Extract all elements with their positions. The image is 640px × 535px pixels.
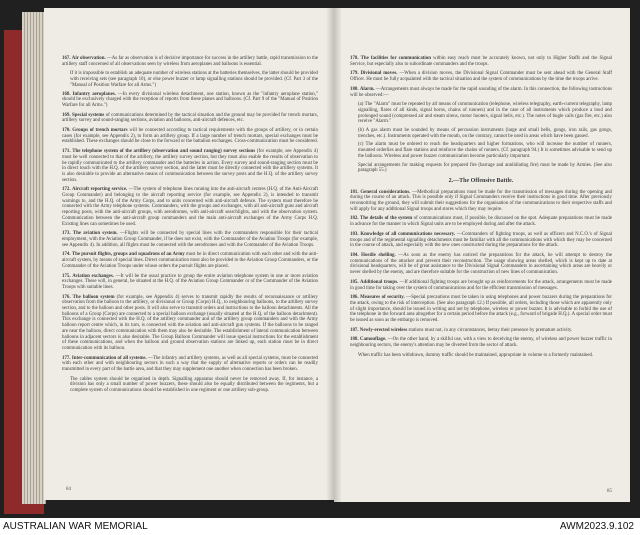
paragraph [350,71,612,82]
paragraph-number: 167. [62,56,71,61]
paragraph-body: of communications must, if possible, be discussed on the spot. Adequate preparations must be made in advance for the manner in which Signal units are to be employed during and after the attack. [350,216,612,228]
paragraph-body: of communications determined by the tactical situation and the ground may be provided for trench mortars, artillery survey and sound-ranging sections, aviation and balloons, anti-aircraft defences, etc. [62,112,318,124]
paragraph [350,87,612,98]
paragraph [62,187,318,227]
paragraph-title: Camouflage. [359,337,387,343]
paragraph [350,280,612,291]
paragraph-number: 183. [350,231,359,237]
paragraph-title: Newly-erected wireless [359,327,408,333]
paragraph-title: The balloon system [72,294,115,300]
paragraph-body: —As far as observation is of decisive importance for success in the artillery battle, rapid transmission to the artillery staff concerned of all observations seen by wireless from aeroplanes and balloons is essential. [62,56,318,67]
paragraph-number: 169. [62,112,71,118]
sub-paragraph [358,128,612,139]
paragraph-title: Special systems [71,112,105,118]
paragraph-number: 184. [350,252,359,258]
paragraph-title: The telephone system of the artillery (observation and sound ranging) survey sections [72,149,256,155]
paragraph [62,274,318,291]
paragraph-body: —Methodical preparations must be made for the transmission of messages during the opening and during the course of an attack. This is possible only if Signal Commanders receive their instructions in good time. After previously reconnoitring the ground, they will submit their suggestions for the organisation of the communications to their respective staffs and will apply for any additional Signal troops and stores which they may require. [350,189,612,212]
paragraph-number: 175. [62,273,71,279]
book-gutter [326,8,342,502]
right-page-number: 85 [607,489,612,494]
paragraph [62,149,318,183]
sub-paragraph [70,71,318,88]
paragraph-body: —If additional fighting troops are brought up as reinforcements for the attack, arrangements must be made in good time for taking over the system of communications and for the efficient transmission of messages. [350,279,612,291]
paragraph [62,92,318,109]
paragraph [350,232,612,249]
paragraph-number: 188. [350,337,359,343]
paragraph-number: 181. [350,189,359,195]
paragraph [62,56,318,67]
paragraph-body: —Commanders of fighting troops, as well as officers and N.C.O.'s of Signal troops and of the regimental signalling detachments must be familiar with all the communications with which they may be concerned in the course of attack, and especially with the new ones constructed during the preparations for the attack. [350,231,612,249]
right-page [334,8,630,502]
paragraph-number: 170. [62,128,71,134]
paragraph [350,253,612,276]
paragraph-number: 177. [62,355,71,361]
paragraph-body: must be in direct communication with each other and with the anti-aircraft system, by means of special lines. Direct communication must also be provided to the Aviation Group Commanders, or the Commander of the Aviation Troops under whose orders the pursuit flights are placed. [62,252,318,269]
paragraph-number: 180. [350,86,359,92]
left-page-number: 84 [66,487,71,492]
paragraph [62,128,318,145]
paragraph-number: 173. [62,231,71,237]
paragraph-title: The details of the system [360,216,413,222]
paragraph-body: (b) A gas alarm must be sounded by means of percussion instruments (large and small bells, gongs, iron rails, gas gongs, trenches, etc.). Instruments operated with the mouth, on the contrary, cannot be used in areas which have been gassed. [358,128,612,139]
sub-paragraph [358,102,612,125]
paragraph-title: General considerations. [360,189,411,195]
paragraph-number: 168. [62,91,71,97]
paragraph-body: When traffic has been withdrawn, dummy traffic should be maintained, appropriate in volume to a formerly maintained. [358,352,594,358]
left-page-text [62,56,318,397]
paragraph-body: —As soon as the enemy has noticed the preparations for the attack, he will attempt to destroy the communications of the attacker and prevent their reconstruction. The usage showing areas shelled, which is kept up to date at divisional headquarters, will be of great assistance to the Divisional Signal Commanders in ascertaining which areas are heavily or never shelled by the enemy, and are therefore suitable for the construction of new lines of communication. [350,252,612,276]
page-stack-edges [22,12,46,504]
paragraph-title: Alarm. [359,86,375,92]
paragraph-number: 171. [62,149,71,155]
paragraph-body: —When a division moves, the Divisional Signal Commander must be sent ahead with the General Staff Officer. He must be fully acquainted with the tactical situation and the system of communications by the time the troops arrive. [350,71,612,83]
paragraph-title: Aircraft reporting service. [72,187,128,193]
paragraph-body: (for example, see Appendix 4) serves to transmit rapidly the results of reconnaissance or artillery observation from the balloon to the artillery, or divisional or Group (Corps) H.Q., to neighbouring balloons, to the artillery survey section, and to the balloon and other posts. It will also serve to transmit orders and instructions to the balloon detachments. All the balloons of a Group (Corps) are connected to a special balloon exchange (usually situated at the H.Q. of the balloon detachment). This exchange is connected with the H.Q. of the artillery commander and of the artillery group commanders and with the Army balloon report centre which, in its turn, is connected with the aviation and anti-aircraft gun systems. If the balloons to be ranged are near the balloon, direct communication with them may also be desirable. The establishment of lateral communication between balloons in adjacent sectors is also desirable. The Group Balloon Commander will issue special instructions for the establishment of these communications, and when the balloon and ground observation stations are linked up, each station must be in direct communication with its balloon. [62,294,318,351]
paragraph-body: —Flights will be connected by special lines with the commanders responsible for their tactical employment, with the Aviation Group Commander, if he does not exist, with the Commander of the Aviation Troops (for example, see Appendix 4). In addition, all flights must be connected with the aerodromes and with the Commander of the Aviation Troops. [62,231,319,248]
caption-bar [0,518,640,535]
sub-paragraph [358,142,612,159]
paragraph-title: Knowledge of all communications necessary. [360,231,456,237]
paragraph-body: —On the other hand, by a skilful use, with a view to deceiving the enemy, of wireless and power buzzer traffic in neighbouring sectors, the enemy's attention may be diverted from the sector of attack. [350,337,612,349]
paragraph [62,252,318,269]
paragraph-body: —Arrangements must always be made for the rapid sounding of the alarm. In this connection, the following instructions will be observed:— [350,86,612,98]
paragraph-body: —The infantry and artillery systems, as well as all special systems, must be connected with each other and with neighbouring sectors in such a way that the supply of alternative reports or orders can be readily transmitted in every part of the battle area, and that they may supplement one another when connection has been broken. [62,355,318,373]
paragraph-body: —The system of telephone lines running into the anti-aircraft centres (H.Q. of the Anti-Aircraft Group Commander) and belonging to the aircraft reporting service (for example, see Appendix 2), is intended to transmit warnings to, and the H.Q. of the Army Corps, and to units concerned with anti-aircraft defence. The system must therefore be connected with the Army telephone systems. Commanders, with the groups and exchanges, with all anti-aircraft guns and aircraft reporting posts, with the anti-aircraft groups, with aerodromes, with anti-aircraft searchlights, and with the observation system. Communication between the anti-aircraft group commanders and the main anti-aircraft exchanges of the Army Corps H.Q. Existing lines can sometimes be used. [62,187,318,227]
paragraph [350,295,612,324]
footer-accession-number: AWM2023.9.102 [559,521,634,532]
paragraph [350,216,612,227]
paragraph-title: Groups of trench mortars [72,128,128,134]
paragraph-number: 178. [350,56,359,61]
sub-paragraph [70,377,318,394]
paragraph-body: (a) The "Alarm" must be repeated by all means of communication (telephone, wireless telegraphy, earth-current telegraphy, lamp signalling, flares of all kinds, signal horns, chains of runners) and in the case of all instruments which produce a loud and prolonged sound (compressed air and steam sirens, motor hooters, signal bells, etc.). The notes of bugle calls (gas fire, etc.) also receive "Alarm." [358,102,612,125]
paragraph-title: Infantry aeroplanes. [72,91,116,97]
paragraph-number: 185. [350,279,359,285]
footer-institution: AUSTRALIAN WAR MEMORIAL [3,521,148,532]
paragraph-number: 174. [62,252,71,258]
paragraph-body: (c) The alarm must be ordered to reach the headquarters and higher formations, who will increase the number of runners, mounted orderlies and flare stations and reinforce the chains of runners. (Cf. paragraph 94.) It is sometimes advisable to send up the balloons. Wireless and power buzzer communication become particularly important. [358,142,612,159]
paragraph-body: Special arrangements for making requests for prepared fire (barrage and annihilating fire) must be made by Armies. (See also paragraph 55.) [358,162,612,174]
paragraph-title: The facilities for communication [360,56,431,61]
paragraph-body: The cables system should be organised in depth. Signalling apparatus should never be removed away. If, for instance, a division has only a small number of power buzzers, these should also be equally distributed between the regiments, but a complete system of communications should be established in one regiment or one artillery sub-group. [70,376,318,394]
paragraph-body: —It will be the usual practice to group the entire aviation telephone system in one or more aviation exchanges. These will, in general, be situated at the H.Q. of the Aviation Group Commander or of the Commander of the Aviation Troops with suitable lines. [62,273,318,290]
paragraph [62,356,318,373]
paragraph-title: Divisional moves. [360,71,398,77]
paragraph [350,56,612,67]
paragraph-body: within easy reach must be accurately known, not only to Higher Staffs and the Signal Service, but especially also to subordinate commanders and the troops. [350,56,612,67]
paragraph-body: stations must not, in any circumstances, betray their presence by premature activity. [408,327,573,333]
paragraph-number: 172. [62,187,71,193]
paragraph-title: Inter-communication of all systems. [71,355,147,361]
paragraph-body: —In every divisional wireless detachment, one station, known as the "infantry aeroplane station," should be exclusively charged with the reception of reports from these planes and balloons. (Cf. Part 9 of the "Manual of Position Warfare for all Arms.") [62,91,318,108]
sub-paragraph [358,353,612,359]
paragraph [62,295,318,352]
paragraph [350,337,612,348]
paragraph [350,190,612,213]
paragraph-title: Hostile shelling. [361,252,396,258]
paragraph-number: 182. [350,216,359,222]
paragraph-number: 176. [62,294,71,300]
paragraph-body: (for example, see Appendix 4) must be well connected to that of the artillery, the artillery survey section, but they must also enable the results of observation to be rapidly communicated to the artillery commander and the batteries in action. Every survey and sound-ranging section must be in direct touch with the H.Q. of the artillery survey section, and the latter must be directly connected with the artillery systems. It is also desirable to provide an alternative means of communication between the survey posts and the H.Q. of the artillery survey section. [62,149,318,183]
paragraph-title: The pursuit flights, groups and squadrons of an Army [71,252,185,258]
paragraph-body: will be connected according to tactical requirements with the groups of artillery, or in certain cases (for example, see Appendix 2), to form an artillery group. If a large number of trench mortars, special exchanges must be established. These exchanges should be close to the forward or the battalion exchanges. Cross-communication must be considered. [62,128,318,145]
paragraph-body: —Special precautions must be taken in using telephones and power buzzers during the preparations for the attack, owing to the risk of interception. (See also paragraph 12.) If possible, all orders, including those which are apparently only of slight importance, should be issued in writing and not by telephone, wireless or power buzzer. It is advisable to forbid the use of the telephone in the forward area altogether for a certain period before the attack (e.g., forward of brigade H.Q.). A special order must be issued as soon as the embargo is removed. [350,295,612,324]
paragraph-number: 186. [350,295,359,301]
paragraph-title: Additional troops. [360,279,399,285]
paragraph [62,231,318,248]
paragraph-number: 187. [350,327,359,333]
paragraph-body: If it is impossible to establish an adequate number of wireless stations at the batteries themselves, the latter should be provided with receiving sets (see paragraph 10), or else power buzzer or lamp signalling stations should be provided. (Cf. Part 3 of the "Manual of Position Warfare for all Arms.") [70,71,318,88]
paragraph-title: Measures of security. [360,295,405,301]
sub-paragraph [358,163,612,174]
left-page [44,8,335,500]
paragraph-title: The aviation system. [72,231,118,237]
paragraph [62,113,318,124]
paragraph-title: Aviation exchanges. [72,273,114,279]
paragraph-title: Air observation. [71,56,106,61]
paragraph-number: 179. [350,71,359,77]
section-heading: 2.—The Offensive Battle. [448,177,514,184]
right-page-text [350,56,612,362]
paragraph [350,328,612,334]
